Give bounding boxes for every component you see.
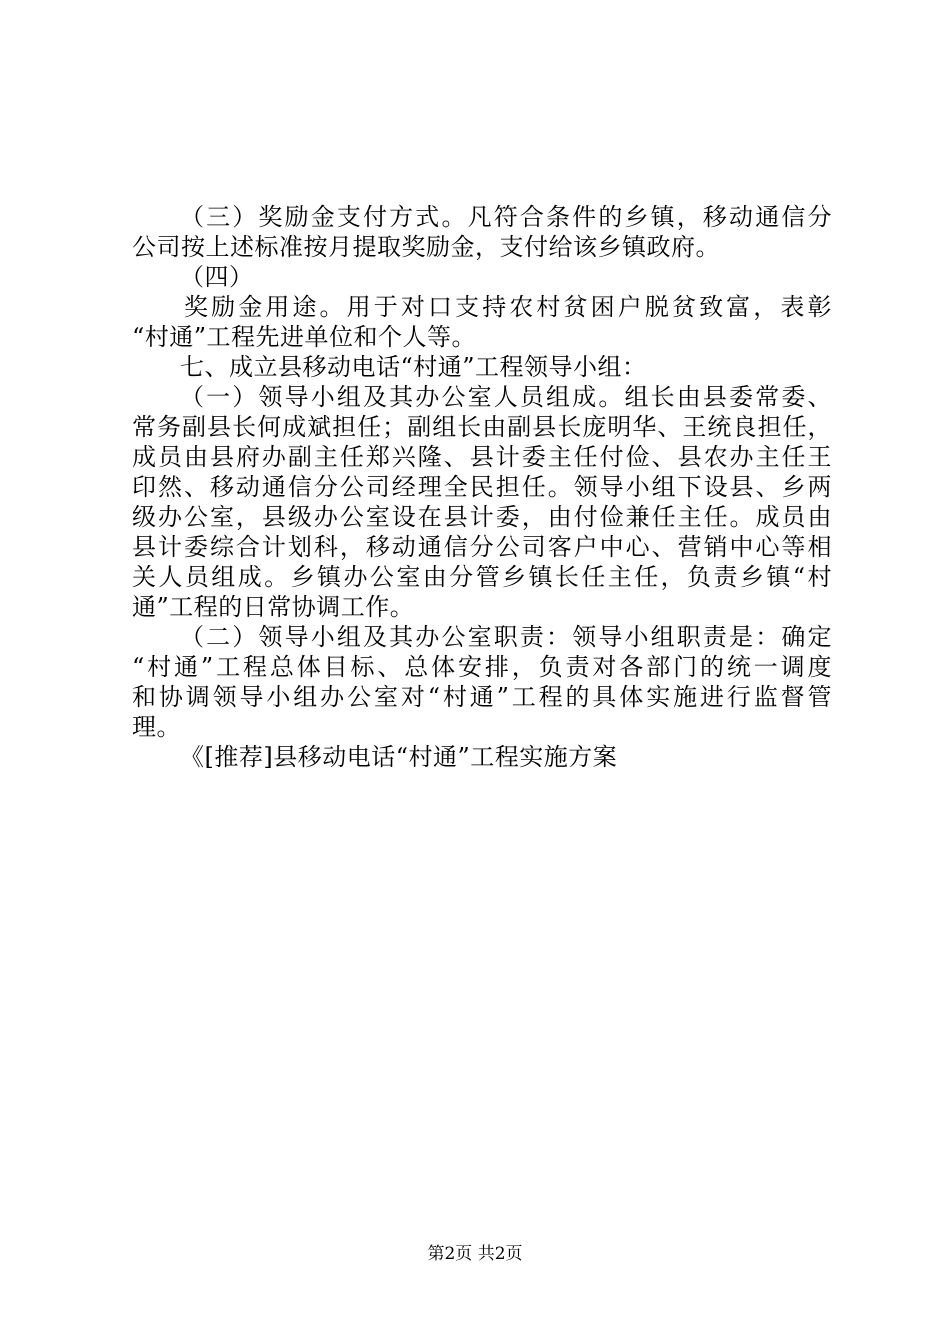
paragraph-line: “村通”工程总体目标、总体安排，负责对各部门的统一调度 xyxy=(132,653,832,681)
paragraph-line: 和协调领导小组办公室对“村通”工程的具体实施进行监督管 xyxy=(132,683,832,711)
paragraph-line: 常务副县长何成斌担任；副组长由副县长庞明华、王统良担任， xyxy=(132,413,832,441)
paragraph-line: 印然、移动通信分公司经理全民担任。领导小组下设县、乡两 xyxy=(132,473,832,501)
paragraph-line: （三）奖励金支付方式。凡符合条件的乡镇，移动通信分 xyxy=(180,203,832,231)
paragraph-line: 县计委综合计划科，移动通信分公司客户中心、营销中心等相 xyxy=(132,533,832,561)
section-heading: 七、成立县移动电话“村通”工程领导小组： xyxy=(180,353,647,381)
paragraph-line: 通”工程的日常协调工作。 xyxy=(132,593,415,621)
paragraph-line: 级办公室，县级办公室设在县计委，由付俭兼任主任。成员由 xyxy=(132,503,832,531)
paragraph-line: （二）领导小组及其办公室职责：领导小组职责是：确定 xyxy=(180,623,832,651)
paragraph-line: （四） xyxy=(180,263,254,291)
document-body xyxy=(132,202,832,772)
paragraph-line: 理。 xyxy=(132,713,181,741)
page-number-footer: 第2页 共2页 xyxy=(427,1244,523,1264)
paragraph-line: 成员由县府办副主任郑兴隆、县计委主任付俭、县农办主任王 xyxy=(132,443,832,471)
paragraph-line: （一）领导小组及其办公室人员组成。组长由县委常委、 xyxy=(180,383,832,411)
paragraph-line: 奖励金用途。用于对口支持农村贫困户脱贫致富，表彰 xyxy=(184,293,832,321)
paragraph-line: “村通”工程先进单位和个人等。 xyxy=(132,323,477,351)
paragraph-line: 关人员组成。乡镇办公室由分管乡镇长任主任，负责乡镇“村 xyxy=(132,563,832,591)
document-title-reference: 《[推荐]县移动电话“村通”工程实施方案 xyxy=(180,743,618,771)
paragraph-line: 公司按上述标准按月提取奖励金，支付给该乡镇政府。 xyxy=(132,233,720,261)
